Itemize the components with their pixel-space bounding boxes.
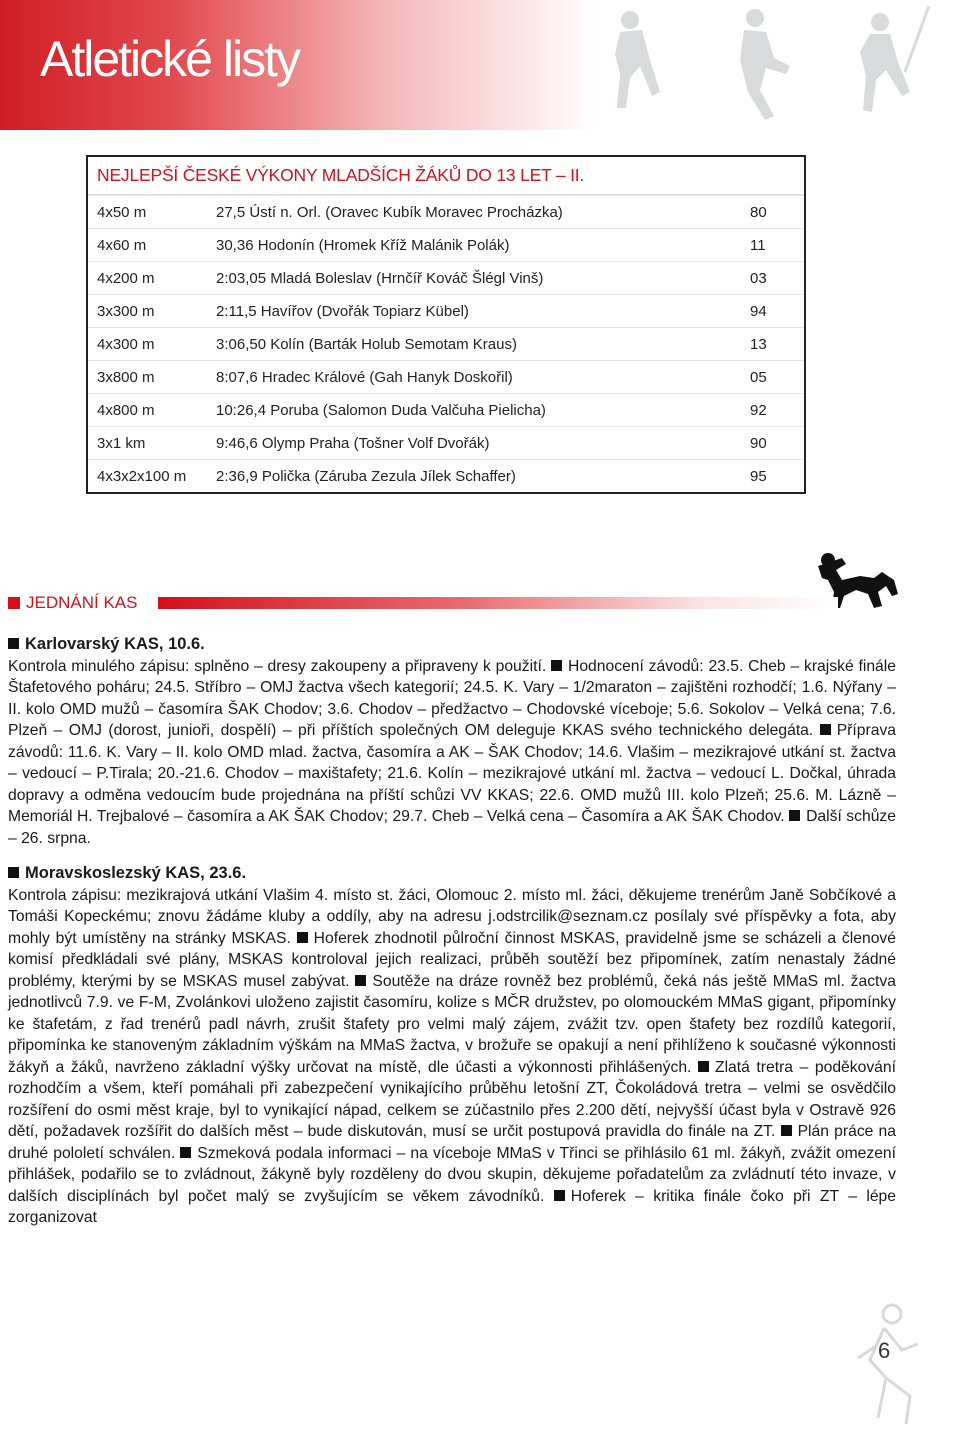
bullet-square-icon bbox=[698, 1061, 709, 1072]
table-row bbox=[88, 327, 804, 360]
paragraph-text: Plán práce na druhé pololetí schválen. bbox=[8, 1123, 897, 1162]
block-heading bbox=[8, 634, 896, 656]
event-cell: 4x200 m bbox=[97, 269, 155, 287]
block-heading bbox=[8, 863, 896, 885]
paragraph-text: Příprava závodů: 11.6. K. Vary – II. kolo OMD mlad. žactva, časomíra a AK – ŠAK Chodov; 14.6. Vlašim – mezikrajové utkání st. žactva – vedoucí – P.Tirala; 20.-21.6. Chodov – maxištafety; 21.6. Kolín – mezikrajové utkání ml. žactva – vedoucí L. Dočkal, úhrada dopravy a odměna vedoucím bude projednána na příští schůzi VV KKAS; 22.6. OMD mužů III. kolo Plzeň; 25.6. M. Lázně – Memoriál H. Trejbalové – časomíra a AK ŠAK Chodov; 29.7. Cheb – Velká cena – Časomíra a AK ŠAK Chodov. bbox=[8, 722, 897, 825]
section-header bbox=[8, 594, 828, 614]
result-cell: 2:11,5 Havířov (Dvořák Topiarz Kübel) bbox=[216, 302, 469, 320]
year-cell: 11 bbox=[750, 236, 766, 254]
year-cell: 03 bbox=[750, 269, 767, 287]
year-cell: 90 bbox=[750, 434, 767, 452]
section-marker bbox=[8, 597, 20, 609]
article-body bbox=[8, 634, 896, 1229]
records-table bbox=[86, 155, 806, 494]
paragraph-text: Hodnocení závodů: 23.5. Cheb – krajské finále Štafetového poháru; 24.5. Stříbro – OMJ žactva všech kategorií; 24.5. K. Vary – 1/2maraton – zajištěni rozhodčí; 1.6. Nýřany – II. kolo OMD mužů – časomíra ŠAK Chodov; 3.6. Chodov – předžactvo – Chodovské víceboje; 5.6. Sokolov – Velká cena; 7.6. Plzeň – OMJ (dorost, junioři, dospělí) – při příštích společných OM deleguje KKAS svého technického delegáta. bbox=[8, 657, 896, 739]
bullet-square-icon bbox=[8, 867, 19, 878]
bullet-square-icon bbox=[180, 1147, 191, 1158]
paragraph-text: Další schůze – 26. srpna. bbox=[8, 808, 896, 847]
bullet-square-icon bbox=[781, 1125, 792, 1136]
section-bar bbox=[158, 597, 838, 609]
bullet-square-icon bbox=[355, 975, 366, 986]
runners-silhouette-icon bbox=[560, 0, 960, 130]
records-table-title: NEJLEPŠÍ ČESKÉ VÝKONY MLADŠÍCH ŽÁKŮ DO 13 LET – II. bbox=[88, 157, 804, 195]
bullet-square-icon bbox=[297, 932, 308, 943]
bullet-square-icon bbox=[820, 724, 831, 735]
table-row bbox=[88, 360, 804, 393]
bullet-square-icon bbox=[8, 638, 19, 649]
result-cell: 30,36 Hodonín (Hromek Kříž Malánik Polák) bbox=[216, 236, 510, 254]
bullet-square-icon bbox=[789, 810, 800, 821]
table-row bbox=[88, 459, 804, 492]
result-cell: 3:06,50 Kolín (Barták Holub Semotam Kraus) bbox=[216, 335, 517, 353]
result-cell: 2:36,9 Polička (Záruba Zezula Jílek Schaffer) bbox=[216, 467, 516, 485]
result-cell: 2:03,05 Mladá Boleslav (Hrnčíř Kováč Šlégl Vinš) bbox=[216, 269, 544, 287]
event-cell: 3x800 m bbox=[97, 368, 155, 386]
year-cell: 95 bbox=[750, 467, 767, 485]
bullet-square-icon bbox=[551, 660, 562, 671]
table-row bbox=[88, 261, 804, 294]
table-row bbox=[88, 294, 804, 327]
event-cell: 4x3x2x100 m bbox=[97, 467, 187, 485]
event-cell: 3x1 km bbox=[97, 434, 146, 452]
event-cell: 4x800 m bbox=[97, 401, 155, 419]
moravskoslezsky-text bbox=[8, 885, 896, 1229]
paragraph-text: Soutěže na dráze rovněž bez problémů, čeká nás ještě MMaS ml. žactva jednotlivců 7.9. ve F-M, Zvolánkovi uloženo zajistit časomíru, kolize s MČR družstev, po olomouckém MMaS gigant, připomínky ke štafetám, z řad trenérů padl návrh, zrušit štafety pro velmi malý zájem, zvážit tzv. open štafety bez rozdílů kategorií, připomínka ke stanoveným základním výškám na MMaS žactva, v brožuře se opakují a není přihlíženo k současné výkonnosti žákyň a žáků, navrženo základní výšky určovat na místě, dle účasti a výkonnosti přihlášených. bbox=[8, 972, 896, 1076]
result-cell: 10:26,4 Poruba (Salomon Duda Valčuha Pielicha) bbox=[216, 401, 546, 419]
runner-outline-icon bbox=[840, 1300, 930, 1430]
result-cell: 27,5 Ústí n. Orl. (Oravec Kubík Moravec Procházka) bbox=[216, 203, 563, 221]
karlovarsky-text bbox=[8, 656, 896, 850]
event-cell: 3x300 m bbox=[97, 302, 155, 320]
moravskoslezsky-title: Moravskoslezský KAS, 23.6. bbox=[25, 864, 247, 882]
paragraph-text: Kontrola minulého zápisu: splněno – dresy zakoupeny a připraveny k použití. bbox=[8, 657, 547, 675]
year-cell: 80 bbox=[750, 203, 767, 221]
year-cell: 92 bbox=[750, 401, 767, 419]
year-cell: 94 bbox=[750, 302, 767, 320]
result-cell: 9:46,6 Olymp Praha (Tošner Volf Dvořák) bbox=[216, 434, 490, 452]
result-cell: 8:07,6 Hradec Králové (Gah Hanyk Doskořil) bbox=[216, 368, 513, 386]
year-cell: 13 bbox=[750, 335, 767, 353]
section-title: JEDNÁNÍ KAS bbox=[26, 593, 138, 612]
event-cell: 4x60 m bbox=[97, 236, 147, 254]
bullet-square-icon bbox=[554, 1190, 565, 1201]
page-title: Atletické listy bbox=[40, 31, 299, 87]
table-row bbox=[88, 393, 804, 426]
paragraph-text: Zlatá tretra – poděkování rozhodčím a všem, kteří pomáhali při zabezpečení vynikajícího průběhu letošní ZT, Čokoládová tretra – velmi se osvědčilo rozšíření do osmi měst kraje, byl to vynikající nápad, celkem se zúčastnilo přes 2.200 dětí, nejvyšší účast byla v Ostravě 926 dětí, požadavek rozšířit do dalších měst – bude diskutován, musí se určit postupová pravidla do finále na ZT. bbox=[8, 1058, 896, 1140]
paragraph-text: Hoferek zhodnotil půlroční činnost MSKAS, pravidelně jsme se scházeli a členové komisí předkládali své plány, MSKAS kontroloval jejich realizaci, průběh soutěží bez připomínek, zatím nenastaly žádné problémy, kterými by se MSKAS musel zabývat. bbox=[8, 929, 896, 990]
table-row bbox=[88, 228, 804, 261]
karlovarsky-title: Karlovarský KAS, 10.6. bbox=[25, 635, 205, 653]
page-number: 6 bbox=[878, 1338, 891, 1363]
paragraph-text: Hoferek – kritika finále čoko při ZT – lépe zorganizovat bbox=[8, 1187, 897, 1226]
event-cell: 4x50 m bbox=[97, 203, 147, 221]
table-row bbox=[88, 195, 804, 228]
paragraph-text: Szmeková podala informaci – na víceboje MMaS v Třinci se přihlásilo 61 ml. žákyň, zvážit omezení přihlášek, podařilo se to zvládnout, žákyně byly rozděleny do dvou skupin, děkujeme pořadatelům za zvládnutí této invaze, v dalších disciplínách byl počet malý se zvyšujícím se věkem závodníků. bbox=[8, 1144, 897, 1205]
page-header bbox=[0, 0, 960, 130]
event-cell: 4x300 m bbox=[97, 335, 155, 353]
year-cell: 05 bbox=[750, 368, 767, 386]
paragraph-text: Kontrola zápisu: mezikrajová utkání Vlašim 4. místo st. žáci, Olomouc 2. místo ml. žáci, děkujeme trenérům Janě Sobčíkové a Tomáši Kopeckému; znovu žádáme kluby a oddíly, aby na adresu j.odstrcilik@seznam.cz posílaly své příspěvky a fota, aby mohly být umístěny na stránky MSKAS. bbox=[8, 886, 896, 947]
table-row bbox=[88, 426, 804, 459]
